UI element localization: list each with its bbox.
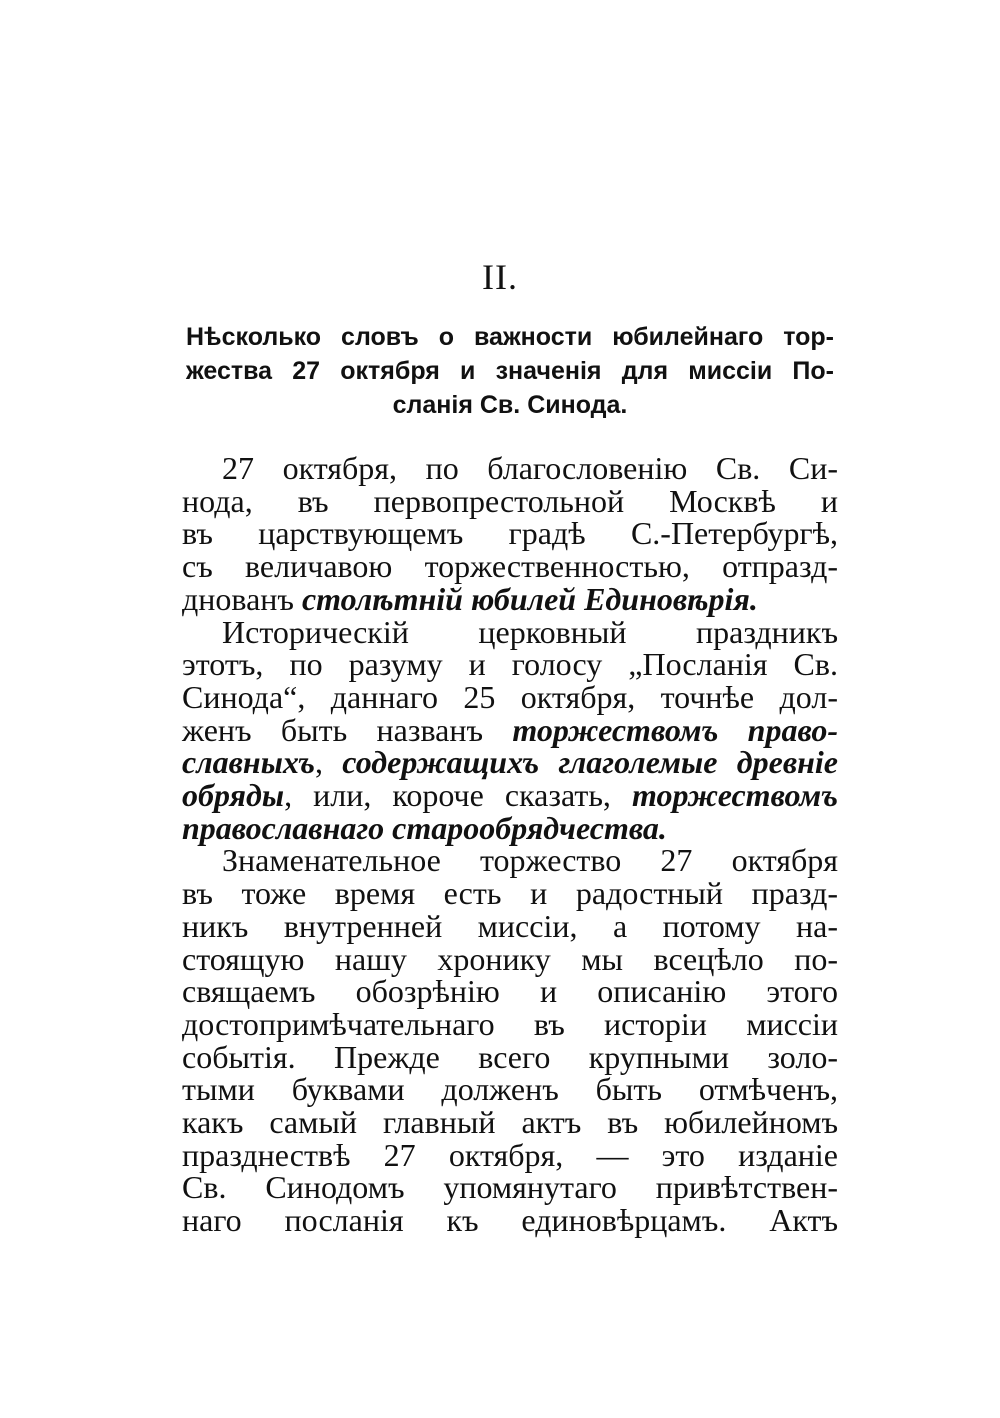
- text-line: Св. Синодомъ упомянутаго привѣтствен-: [182, 1169, 838, 1206]
- text-line: Знаменательное торжество 27 октября: [222, 842, 838, 879]
- text-line: [182, 809, 838, 846]
- italic-text: содержащихъ глаголемые древніе: [342, 744, 839, 781]
- text-run: , или, короче сказать,: [284, 777, 632, 814]
- text-line: съ величавою торжественностью, отпразд-: [182, 548, 838, 585]
- text-line: достопримѣчательнаго въ исторіи миссіи: [182, 1005, 838, 1042]
- italic-text: славныхъ: [182, 744, 315, 781]
- text-line: [182, 746, 838, 779]
- italic-text: обряды: [182, 777, 285, 814]
- text-run: ,: [314, 744, 343, 781]
- text-line: Историческій церковный праздникъ: [222, 613, 838, 650]
- text-line: событія. Прежде всего крупными золо-: [182, 1038, 838, 1075]
- text-run: женъ быть названъ: [182, 711, 513, 748]
- chapter-heading: [186, 320, 834, 422]
- heading-line: жества 27 октября и значенія для миссіи По-: [186, 357, 834, 385]
- italic-text: торжествомъ: [631, 777, 838, 814]
- text-line: наго посланія къ единовѣрцамъ. Актъ: [182, 1202, 838, 1239]
- text-line: [182, 711, 838, 748]
- paragraph-2: [182, 613, 839, 846]
- italic-text: православнаго старообрядчества.: [182, 809, 667, 846]
- body-text: [182, 452, 838, 1237]
- text-line: 27 октября, по благословенію Св. Си-: [222, 450, 838, 486]
- paragraph-1: [182, 452, 838, 616]
- text-line: въ царствующемъ градѣ С.-Петербургѣ,: [182, 515, 838, 552]
- text-line: нода, въ первопрестольной Москвѣ и: [182, 482, 838, 519]
- text-line: стоящую нашу хронику мы всецѣло по-: [182, 940, 838, 977]
- text-line: празднествѣ 27 октября, — это изданіе: [182, 1136, 838, 1173]
- chapter-numeral: II.: [482, 257, 518, 297]
- text-line: свящаемъ обозрѣнію и описанію этого: [182, 973, 838, 1010]
- italic-text: столѣтній юбилей Единовѣрія.: [301, 580, 758, 617]
- text-line: Синода“, даннаго 25 октября, точнѣе дол-: [182, 678, 838, 715]
- text-line: этотъ, по разуму и голосу „Посланія Св.: [182, 646, 838, 683]
- text-line: [182, 580, 838, 617]
- heading-line: сланія Св. Синода.: [392, 391, 628, 419]
- text-run: днованъ: [182, 580, 302, 617]
- text-line: [182, 779, 838, 812]
- italic-text: торжествомъ право-: [512, 711, 838, 748]
- text-line: тыми буквами долженъ быть отмѣченъ,: [182, 1071, 838, 1108]
- text-line: какъ самый главный актъ въ юбилейномъ: [182, 1104, 838, 1141]
- heading-line: Нѣсколько словъ о важности юбилейнаго тор-: [186, 323, 834, 351]
- paragraph-3: [182, 842, 838, 1239]
- text-line: никъ внутренней миссіи, а потому на-: [182, 907, 838, 944]
- text-line: въ тоже время есть и радостный празд-: [182, 875, 838, 912]
